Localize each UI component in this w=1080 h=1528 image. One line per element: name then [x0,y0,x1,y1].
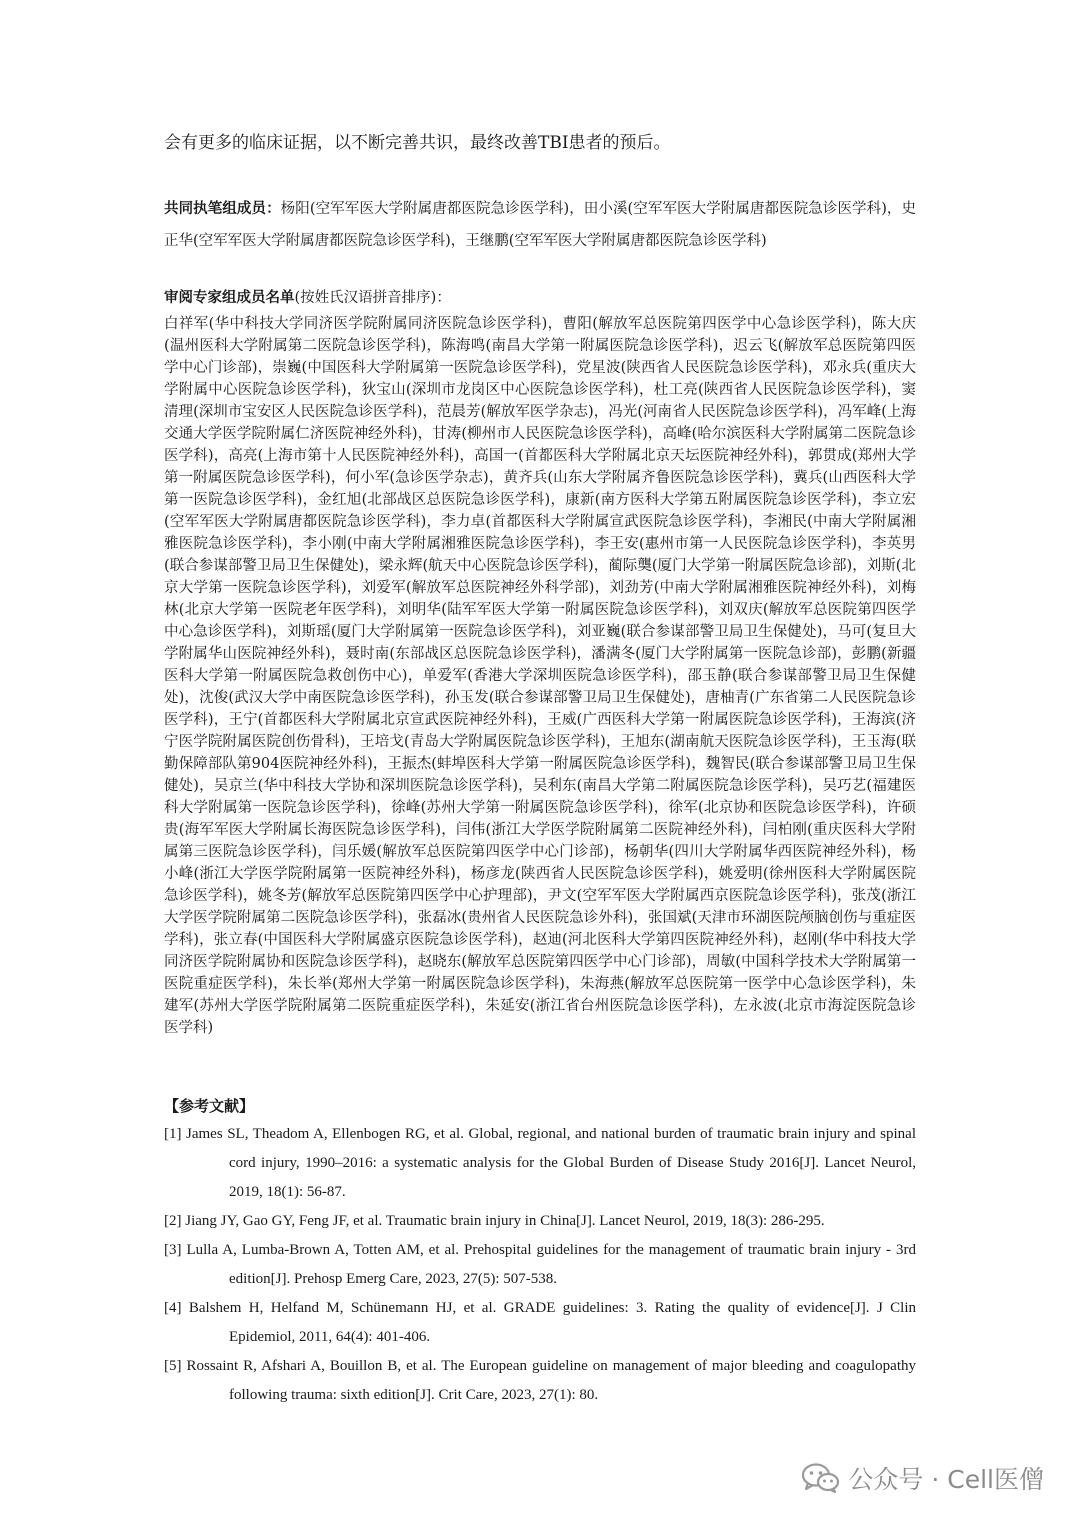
writers-paragraph [164,193,916,257]
reference-text: Balshem H, Helfand M, Schünemann HJ, et al. GRADE guidelines: 3. Rating the quality of evidence[J]. J Clin Epidemiol, 2011, 64(4): 401-406. [188,1300,917,1345]
reviewers-label-suffix: (按姓氏汉语拼音排序)： [294,290,451,306]
reference-text: Lulla A, Lumba-Brown A, Totten AM, et al. Prehospital guidelines for the management of traumatic brain injury - 3rd edition[J]. Prehosp Emerg Care, 2023, 27(5): 507-538. [186,1242,916,1287]
reference-text: Rossaint R, Afshari A, Bouillon B, et al. The European guideline on management of major bleeding and coagulopathy following trauma: sixth edition[J]. Crit Care, 2023, 27(1): 80. [186,1358,917,1403]
writers-label: 共同执笔组成员： [164,200,281,217]
references-list [164,1120,916,1410]
reference-item [164,1236,916,1294]
reference-number: [1] [164,1126,182,1142]
watermark-text: 公众号 · Cell医僧 [848,1465,1044,1494]
writers-text: 杨阳(空军军医大学附属唐都医院急诊医学科)，田小溪(空军军医大学附属唐都医院急诊医学科)，史正华(空军军医大学附属唐都医院急诊医学科)，王继鹏(空军军医大学附属唐都医院急诊医学科) [164,201,917,249]
reference-item [164,1294,916,1352]
reference-text: James SL, Theadom A, Ellenbogen RG, et al. Global, regional, and national burden of traumatic brain injury and spinal cord injury, 1990–2016: a systematic analysis for the Global Burden of Disease Study 2016[J]. Lancet Neurol, 2019, 18(1): 56-87. [186,1126,916,1200]
reviewers-paragraph: 白祥军(华中科技大学同济医学院附属同济医院急诊医学科)，曹阳(解放军总医院第四医学中心急诊医学科)，陈大庆(温州医科大学附属第二医院急诊医学科)，陈海鸣(南昌大学第一附属医院急诊医学科)，迟云飞(解放军总医院第四医学中心门诊部)，崇巍(中国医科大学附属第一医院急诊医学科)，党星波(陕西省人民医院急诊医学科)，邓永兵(重庆大学附属中心医院急诊医学科)，狄宝山(深圳市龙岗区中心医院急诊医学科)，杜工亮(陕西省人民医院急诊医学科)，窦清理(深圳市宝安区人民医院急诊医学科)，范晨芳(解放军医学杂志)，冯光(河南省人民医院急诊医学科)，冯军峰(上海交通大学医学院附属仁济医院神经外科)，甘涛(柳州市人民医院急诊医学科)，高峰(哈尔滨医科大学附属第二医院急诊医学科)，高亮(上海市第十人民医院神经外科)，高国一(首都医科大学附属北京天坛医院神经外科)，郭贯成(郑州大学第一附属医院急诊医学科)，何小军(急诊医学杂志)，黄齐兵(山东大学附属齐鲁医院急诊医学科)，冀兵(山西医科大学第一医院急诊医学科)，金红旭(北部战区总医院急诊医学科)，康新(南方医科大学第五附属医院急诊医学科)，李立宏(空军军医大学附属唐都医院急诊医学科)，李力卓(首都医科大学附属宣武医院急诊医学科)，李湘民(中南大学附属湘雅医院急诊医学科)，李小刚(中南大学附属湘雅医院急诊医学科)，李王安(惠州市第一人民医院急诊医学科)，李英男(联合参谋部警卫局卫生保健处)，梁永辉(航天中心医院急诊医学科)，蔺际龑(厦门大学第一附属医院急诊部)，刘斯(北京大学第一医院急诊医学科)，刘爱军(解放军总医院神经外科学部)，刘劲芳(中南大学附属湘雅医院神经外科)，刘梅林(北京大学第一医院老年医学科)，刘明华(陆军军医大学第一附属医院急诊医学科)，刘双庆(解放军总医院第四医学中心急诊医学科)，刘斯瑶(厦门大学附属第一医院急诊医学科)，刘亚巍(联合参谋部警卫局卫生保健处)，马可(复旦大学附属华山医院神经外科)，聂时南(东部战区总医院急诊医学科)，潘满冬(厦门大学附属第一医院急诊部)，彭鹏(新疆医科大学第一附属医院急救创伤中心)，单爱军(香港大学深圳医院急诊医学科)，邵玉静(联合参谋部警卫局卫生保健处)，沈俊(武汉大学中南医院急诊医学科)，孙玉发(联合参谋部警卫局卫生保健处)，唐柚青(广东省第二人民医院急诊医学科)，王宁(首都医科大学附属北京宣武医院神经外科)，王威(广西医科大学第一附属医院急诊医学科)，王海滨(济宁医学院附属医院创伤骨科)，王培戈(青岛大学附属医院急诊医学科)，王旭东(湖南航天医院急诊医学科)，王玉海(联勤保障部队第904医院神经外科)，王振杰(蚌埠医科大学第一附属医院急诊医学科)，魏智民(联合参谋部警卫局卫生保健处)，吴京兰(华中科技大学协和深圳医院急诊医学科)，吴利东(南昌大学第二附属医院急诊医学科)，吴巧艺(福建医科大学附属第一医院急诊医学科)，徐峰(苏州大学第一附属医院急诊医学科)，徐军(北京协和医院急诊医学科)，许硕贵(海军军医大学附属长海医院急诊医学科)，闫伟(浙江大学医学院附属第二医院神经外科)，闫柏刚(重庆医科大学附属第三医院急诊医学科)，闫乐媛(解放军总医院第四医学中心门诊部)，杨朝华(四川大学附属华西医院神经外科)，杨小峰(浙江大学医学院附属第一医院神经外科)，杨彦龙(陕西省人民医院急诊医学科)，姚爱明(徐州医科大学附属医院急诊医学科)，姚冬芳(解放军总医院第四医学中心护理部)，尹文(空军军医大学附属西京医院急诊医学科)，张茂(浙江大学医学院附属第二医院急诊医学科)，张磊冰(贵州省人民医院急诊外科)，张国斌(天津市环湖医院颅脑创伤与重症医学科)，张立春(中国医科大学附属盛京医院急诊医学科)，赵迪(河北医科大学第四医院神经外科)，赵刚(华中科技大学同济医学院附属协和医院急诊医学科)，赵晓东(解放军总医院第四医学中心门诊部)，周敏(中国科学技术大学附属第一医院重症医学科)，朱长举(郑州大学第一附属医院急诊医学科)，朱海燕(解放军总医院第一医学中心急诊医学科)，朱建军(苏州大学医学院附属第二医院重症医学科)，朱延安(浙江省台州医院急诊医学科)，左永波(北京市海淀医院急诊医学科) [164,316,916,1036]
watermark [802,1460,1044,1496]
references-heading: 【参考文献】 [164,1097,255,1115]
reviewers-heading [164,287,916,309]
reference-number: [2] [164,1213,182,1229]
reference-number: [4] [164,1300,182,1316]
reference-number: [3] [164,1242,182,1258]
reference-item [164,1352,916,1410]
reviewers-label: 审阅专家组成员名单 [164,289,295,306]
reference-item [164,1120,916,1207]
wechat-icon [802,1463,840,1493]
reference-item [164,1207,916,1236]
reference-text: Jiang JY, Gao GY, Feng JF, et al. Traumatic brain injury in China[J]. Lancet Neurol, 2019, 18(3): 286-295. [185,1213,825,1229]
reference-number: [5] [164,1358,182,1374]
closing-paragraph: 会有更多的临床证据，以不断完善共识，最终改善TBI患者的预后。 [164,133,671,153]
